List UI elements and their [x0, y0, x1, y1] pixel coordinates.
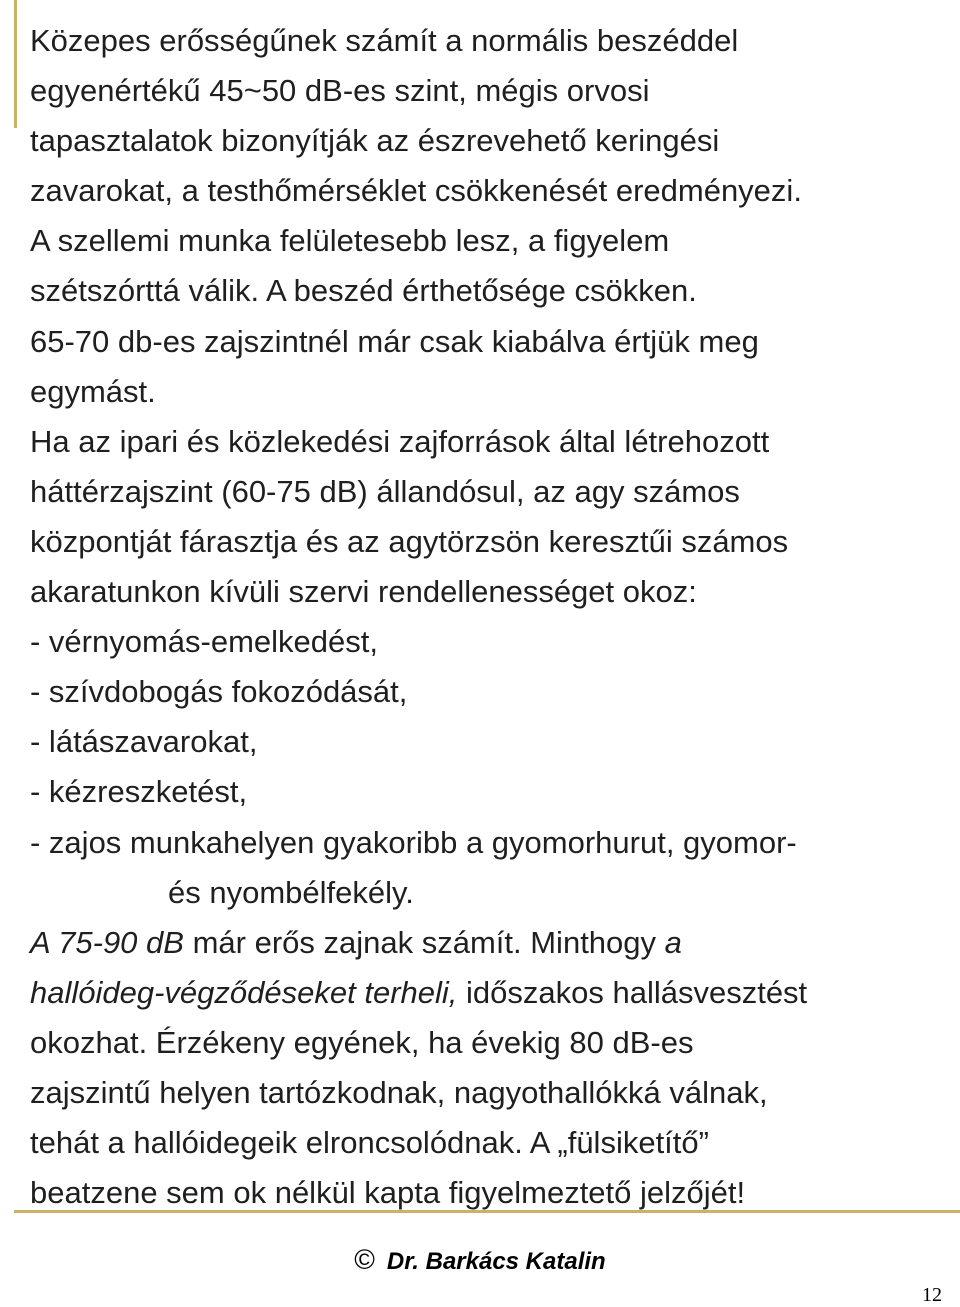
text-line: tehát a hallóidegeik elroncsolódnak. A „fülsiketítő”: [30, 1125, 709, 1161]
effect-list-item: - kézreszketést,: [30, 774, 248, 810]
text-line: zajszintű helyen tartózkodnak, nagyothallókká válnak,: [30, 1074, 768, 1110]
italic-phrase: a: [664, 924, 682, 960]
effect-list-item-continuation: és nyombélfekély.: [168, 874, 414, 910]
italic-phrase: hallóideg-végződéseket terheli,: [30, 974, 458, 1010]
page-number: 12: [922, 1284, 942, 1306]
text-line: Ha az ipari és közlekedési zajforrások által létrehozott: [30, 423, 770, 459]
text-line: okozhat. Érzékeny egyének, ha évekig 80 dB-es: [30, 1024, 694, 1060]
effect-list-item: - szívdobogás fokozódását,: [30, 674, 408, 710]
copyright-icon: ©: [354, 1244, 375, 1275]
text-line: 65-70 db-es zajszintnél már csak kiabálva értjük meg: [30, 323, 759, 359]
text-line: Közepes erősségűnek számít a normális beszéddel: [30, 23, 739, 58]
text-line: zavarokat, a testhőmérséklet csökkenését eredményezi.: [30, 173, 802, 209]
accent-line-horizontal: [14, 1210, 960, 1213]
text-line: szétszórttá válik. A beszéd érthetősége csökken.: [30, 273, 697, 309]
text-line: [30, 968, 950, 1018]
effect-list-item: - látászavarokat,: [30, 724, 258, 760]
text-fragment: már erős zajnak számít. Minthogy: [183, 924, 665, 960]
text-line: akaratunkon kívüli szervi rendellenességet okoz:: [30, 574, 697, 610]
effect-list-item: - zajos munkahelyen gyakoribb a gyomorhurut, gyomor-: [30, 824, 797, 860]
effect-list-item: - vérnyomás-emelkedést,: [30, 624, 379, 660]
footer-author: [0, 1244, 960, 1276]
text-line: háttérzajszint (60-75 dB) állandósul, az agy számos: [30, 473, 740, 509]
author-name: Dr. Barkács Katalin: [386, 1248, 606, 1275]
accent-line-vertical: [14, 0, 17, 128]
slide-body: [30, 16, 950, 1218]
italic-phrase: A 75-90 dB: [30, 924, 184, 960]
text-line: egymást.: [30, 373, 156, 409]
text-line: tapasztalatok bizonyítják az észrevehető keringési: [30, 123, 720, 159]
text-line: [30, 918, 950, 968]
text-line: egyenértékű 45~50 dB-es szint, mégis orvosi: [30, 73, 650, 109]
text-fragment: időszakos hallásvesztést: [457, 974, 808, 1010]
text-line: A szellemi munka felületesebb lesz, a figyelem: [30, 223, 670, 259]
text-line: központját fárasztja és az agytörzsön keresztűi számos: [30, 523, 789, 559]
text-line: beatzene sem ok nélkül kapta figyelmeztető jelzőjét!: [30, 1175, 746, 1211]
